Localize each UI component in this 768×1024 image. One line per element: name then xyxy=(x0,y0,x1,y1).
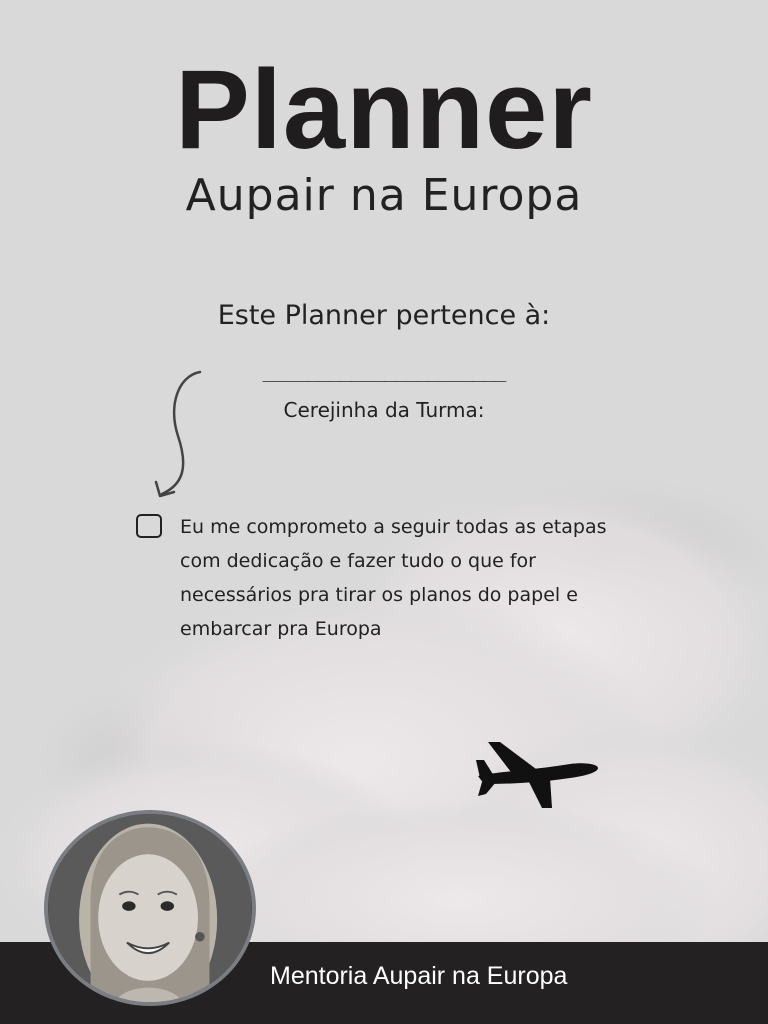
avatar-portrait xyxy=(48,814,252,1002)
owner-name-line[interactable]: ______________________ xyxy=(262,358,506,382)
footer-text: Mentoria Aupair na Europa xyxy=(270,962,568,990)
turma-label: Cerejinha da Turma: xyxy=(283,398,485,422)
page-subtitle: Aupair na Europa xyxy=(185,170,583,221)
commitment-checkbox[interactable] xyxy=(136,514,162,538)
commitment-text: Eu me comprometo a seguir todas as etapas com dedicação e fazer tudo o que for necessários pra tirar os planos do papel e embarcar pra Europa xyxy=(180,516,607,640)
avatar-photo xyxy=(44,810,256,1006)
curved-arrow-icon xyxy=(148,366,208,506)
page-title: Planner xyxy=(175,47,593,172)
airplane-icon xyxy=(474,738,602,810)
owner-label: Este Planner pertence à: xyxy=(217,300,551,331)
